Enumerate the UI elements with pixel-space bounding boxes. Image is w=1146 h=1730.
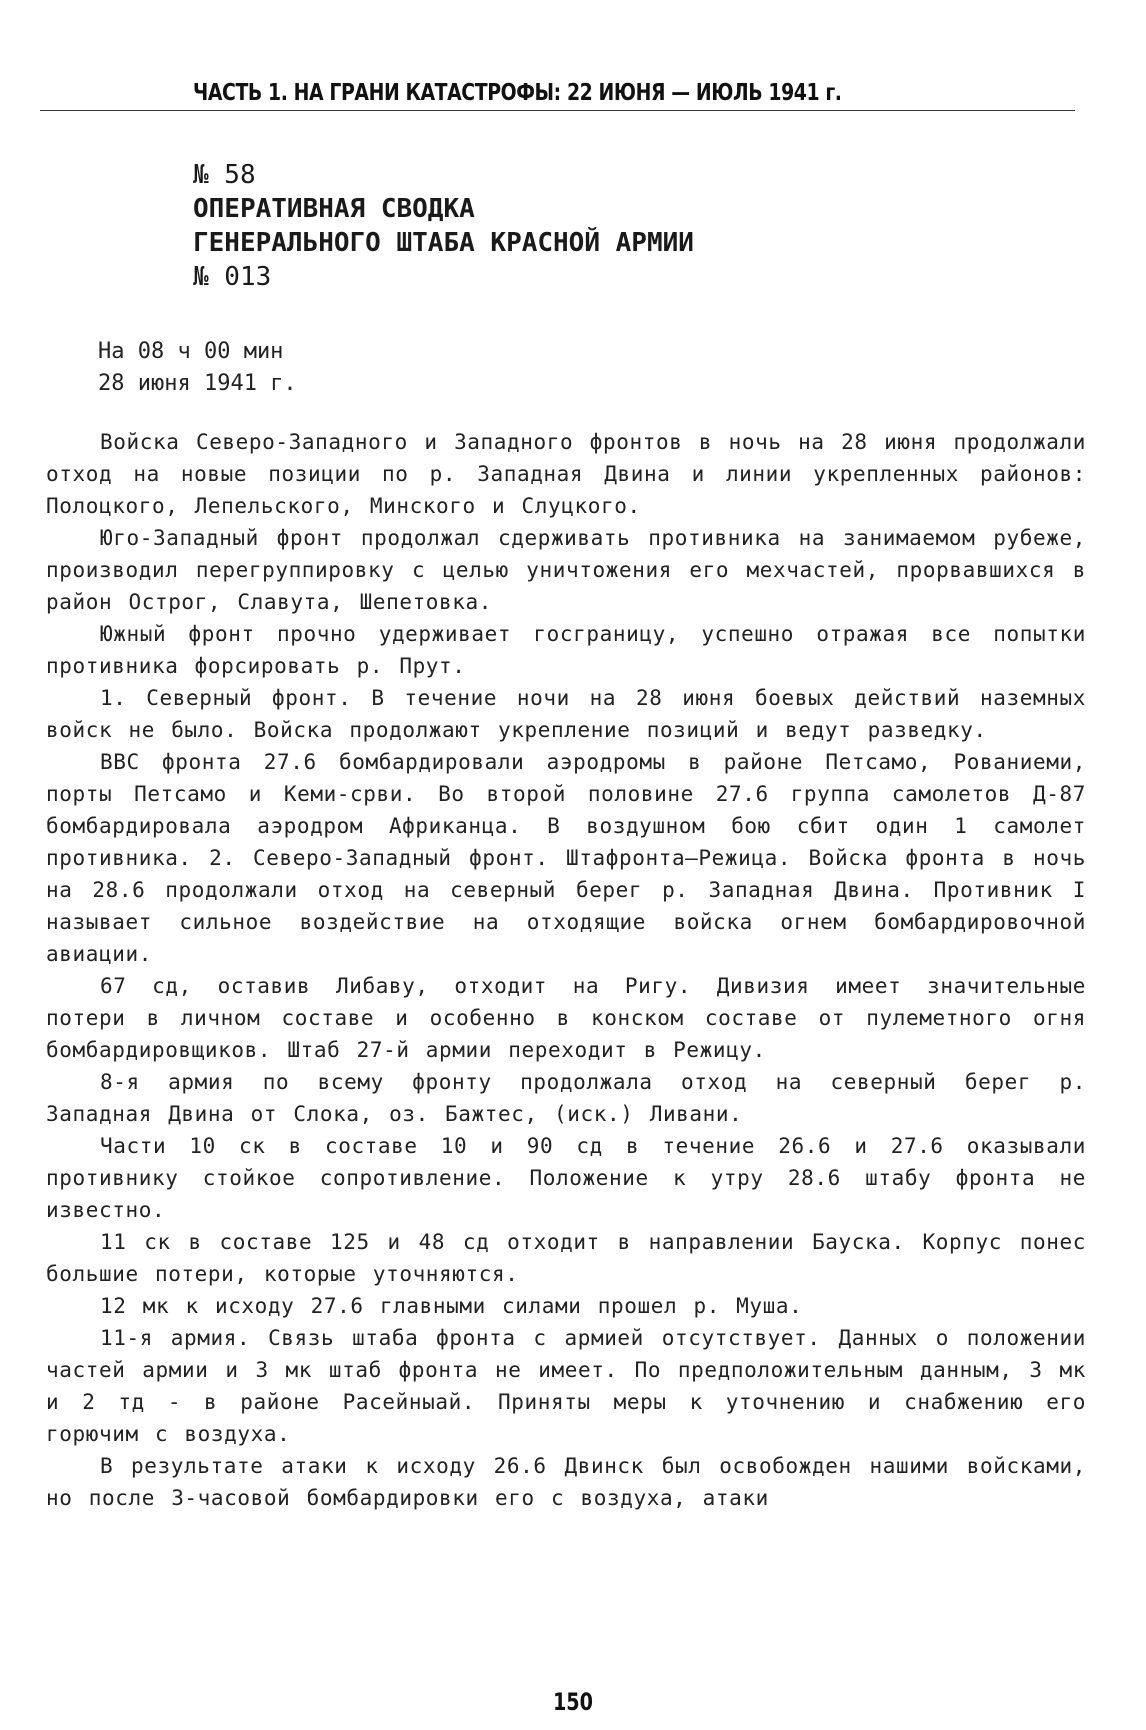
dateline [98,336,297,400]
title-line-2: ГЕНЕРАЛЬНОГО ШТАБА КРАСНОЙ АРМИИ [193,228,694,258]
paragraph: Южный фронт прочно удерживает госграницу, успешно отражая все попытки противника форсировать р. Прут. [46,622,1086,678]
paragraph: Войска Северо-Западного и Западного фронтов в ночь на 28 июня продолжали отход на новые позиции по р. Западная Двина и линии укрепленных районов: Полоцкого, Лепельского, Минского и Слуцкого. [46,430,1086,518]
running-header: ЧАСТЬ 1. НА ГРАНИ КАТАСТРОФЫ: 22 ИЮНЯ — ИЮЛЬ 1941 г. [193,80,842,106]
paragraph: В результате атаки к исходу 26.6 Двинск был освобожден нашими войсками, но после 3-часовой бомбардировки его с воздуха, атаки [46,1454,1086,1510]
paragraph: 1. Северный фронт. В течение ночи на 28 июня боевых действий наземных войск не было. Войска продолжают укрепление позиций и ведут разведку. [46,686,1086,742]
document-number: № 58 [193,160,256,190]
page-number: 150 [552,1688,594,1716]
document-title-block [193,158,694,294]
paragraph: ВВС фронта 27.6 бомбардировали аэродромы в районе Петсамо, Рованиеми, порты Петсамо и Кеми-срви. Во второй половине 27.6 группа самолетов Д-87 бомбардировала аэродром Африканца. В воздушном бою сбит один 1 самолет противника. 2. Северо-Западный фронт. Штафронта—Режица. Войска фронта в ночь на 28.6 продолжали отход на северный берег р. Западная Двина. Противник I называет сильное воздействие на отходящие войска огнем бомбардировочной авиации. [46,750,1086,966]
body-text [46,426,1086,1514]
header-rule [40,110,1075,111]
paragraph: 8-я армия по всему фронту продолжала отход на северный берег р. Западная Двина от Слока, оз. Бажтес, (иск.) Ливани. [46,1070,1086,1126]
paragraph: 11-я армия. Связь штаба фронта с армией отсутствует. Данных о положении частей армии и 3 мк штаб фронта не имеет. По предположительным данным, 3 мк и 2 тд - в районе Расейныай. Приняты меры к уточнению и снабжению его горючим с воздуха. [46,1326,1086,1446]
summary-number: № 013 [193,262,272,292]
report-date: 28 июня 1941 г. [98,371,297,396]
title-line-1: ОПЕРАТИВНАЯ СВОДКА [193,194,475,224]
paragraph: 11 ск в составе 125 и 48 сд отходит в направлении Бауска. Корпус понес большие потери, которые уточняются. [46,1230,1086,1286]
paragraph: 67 сд, оставив Либаву, отходит на Ригу. Дивизия имеет значительные потери в личном составе и особенно в конском составе от пулеметного огня бомбардировщиков. Штаб 27-й армии переходит в Режицу. [46,974,1086,1062]
paragraph: Юго-Западный фронт продолжал сдерживать противника на занимаемом рубеже, производил перегруппировку с целью уничтожения его мехчастей, прорвавшихся в район Острог, Славута, Шепетовка. [46,526,1086,614]
paragraph: Части 10 ск в составе 10 и 90 сд в течение 26.6 и 27.6 оказывали противнику стойкое сопротивление. Положение к утру 28.6 штабу фронта не известно. [46,1134,1086,1222]
paragraph: 12 мк к исходу 27.6 главными силами прошел р. Муша. [100,1294,803,1318]
report-time: На 08 ч 00 мин [98,339,284,364]
